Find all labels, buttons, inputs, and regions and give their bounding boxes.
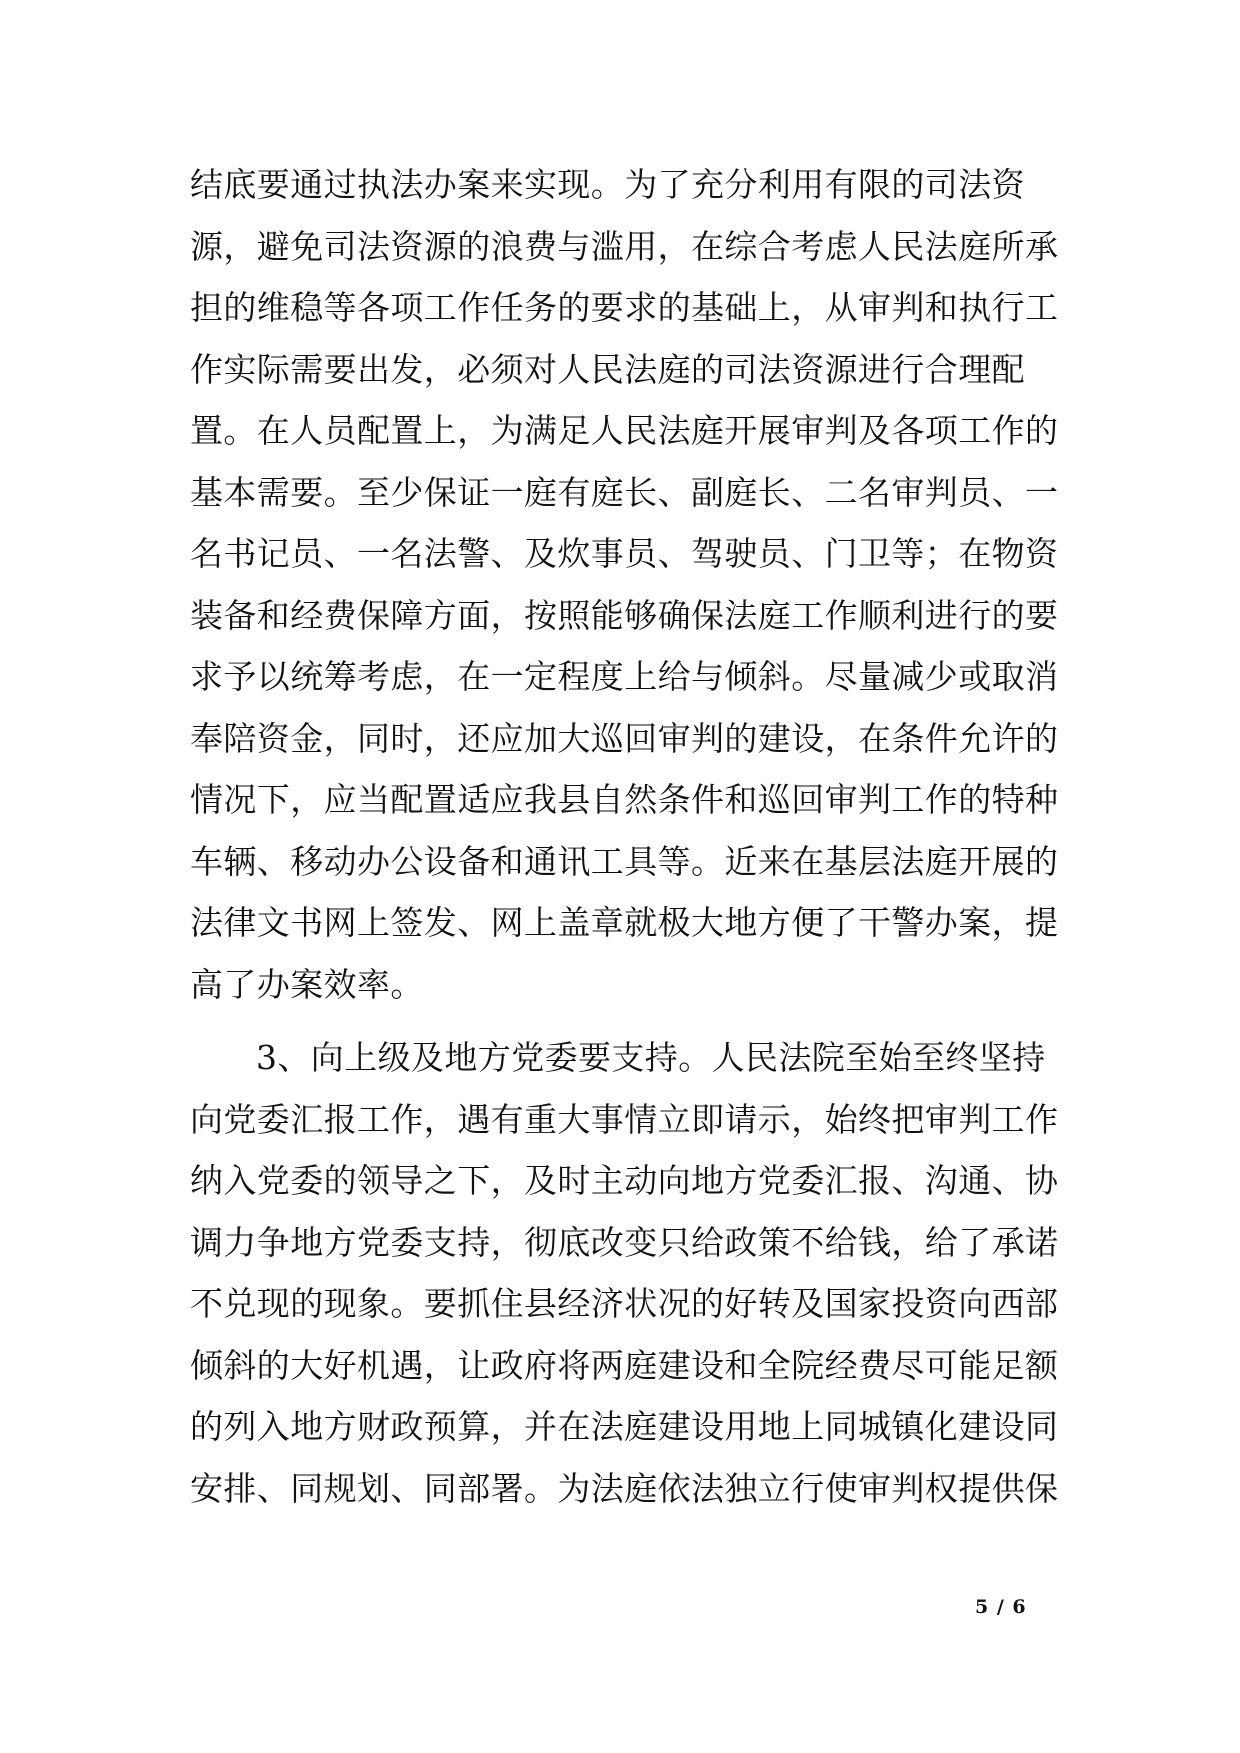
text-line: 法律文书网上签发、网上盖章就极大地方便了干警办案，提 [190,903,1059,942]
text-line: 不兑现的现象。要抓住县经济状况的好转及国家投资向西部 [190,1284,1059,1323]
paragraph-court-resources [190,154,1060,1015]
text-line: 调力争地方党委支持，彻底改变只给政策不给钱，给了承诺 [190,1222,1059,1262]
text-line: 安排、同规划、同部署。为法庭依法独立行使审判权提供保 [190,1468,1059,1508]
text-line: 作实际需要出发，必须对人民法庭的司法资源进行合理配 [190,349,1025,389]
text-line: 3、向上级及地方党委要支持。人民法院至始至终坚持 [256,1038,1046,1077]
text-line: 结底要通过执法办案来实现。为了充分利用有限的司法资 [190,165,1025,204]
paragraph-spacer [190,1015,1060,1027]
text-line: 源，避免司法资源的浪费与滥用，在综合考虑人民法庭所承 [190,226,1059,266]
body-text [190,154,1060,1519]
text-line: 基本需要。至少保证一庭有庭长、副庭长、二名审判员、一 [190,472,1059,512]
text-line: 名书记员、一名法警、及炊事员、驾驶员、门卫等；在物资 [190,534,1059,573]
text-line: 求予以统筹考虑，在一定程度上给与倾斜。尽量减少或取消 [190,657,1059,696]
text-line: 装备和经费保障方面，按照能够确保法庭工作顺利进行的要 [190,595,1059,635]
text-line: 置。在人员配置上，为满足人民法庭开展审判及各项工作的 [190,411,1059,450]
text-line: 车辆、移动办公设备和通讯工具等。近来在基层法庭开展的 [190,841,1059,881]
text-line: 倾斜的大好机遇，让政府将两庭建设和全院经费尽可能足额 [190,1345,1059,1385]
text-line: 纳入党委的领导之下，及时主动向地方党委汇报、沟通、协 [190,1161,1059,1200]
text-line: 向党委汇报工作，遇有重大事情立即请示，始终把审判工作 [190,1099,1059,1139]
text-line: 的列入地方财政预算，并在法庭建设用地上同城镇化建设同 [190,1407,1059,1446]
paragraph-party-support [190,1027,1060,1519]
text-line: 担的维稳等各项工作任务的要求的基础上，从审判和执行工 [190,288,1059,327]
text-line: 情况下，应当配置适应我县自然条件和巡回审判工作的特种 [190,780,1059,819]
page-number: 5 / 6 [975,1596,1027,1618]
text-line: 奉陪资金，同时，还应加大巡回审判的建设，在条件允许的 [190,718,1059,758]
text-line: 高了办案效率。 [190,964,424,1004]
